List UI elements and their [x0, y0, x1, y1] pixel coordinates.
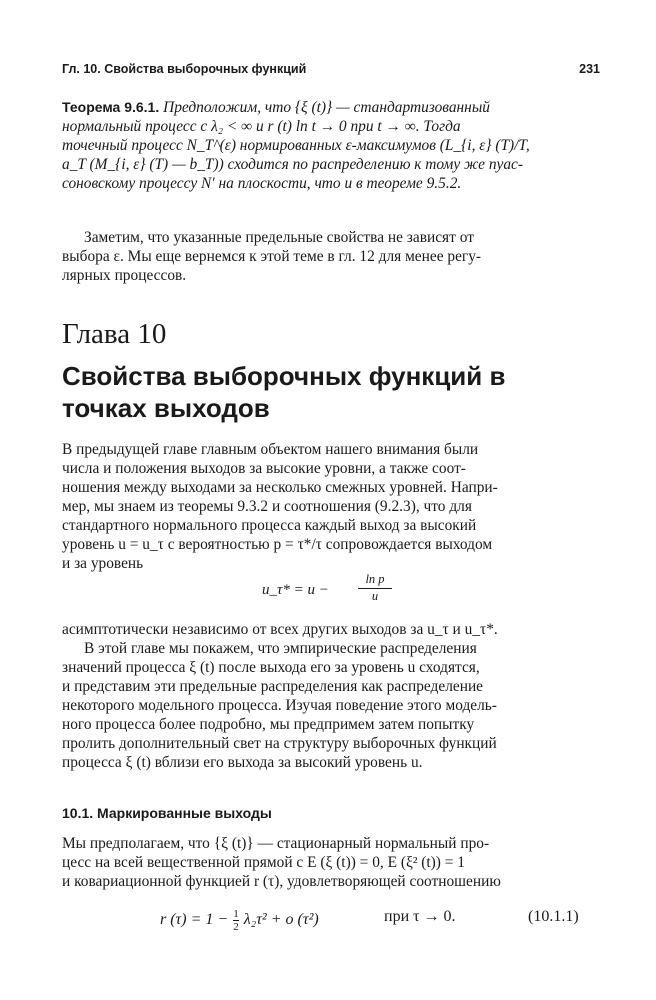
- body-line: процесса ξ (t) вблизи его выхода за высокий уровень u.: [62, 754, 423, 771]
- theorem-line: Предположим, что {ξ (t)} — стандартизованный: [163, 99, 490, 116]
- intro-line: ношения между выходами за несколько смежных уровней. Напри-: [62, 479, 498, 496]
- remark-line: Заметим, что указанные предельные свойства не зависят от: [84, 229, 474, 246]
- display-equation-10-1-1: [0, 902, 656, 936]
- remark-line: выбора ε. Мы еще вернемся к этой теме в гл. 12 для менее регу-: [62, 248, 482, 265]
- chapter-title: [62, 360, 602, 424]
- intro-line: стандартного нормального процесса каждый выход за высокий: [62, 517, 477, 534]
- body-line: асимптотически независимо от всех других выходов за u_τ и u_τ*.: [62, 621, 498, 638]
- fraction-denominator: 2: [233, 921, 239, 933]
- body-line: пролить дополнительный свет на структуру выборочных функций: [62, 735, 497, 752]
- theorem-lead: Теорема 9.6.1.: [62, 99, 160, 115]
- remark-line: лярных процессов.: [62, 267, 187, 284]
- body-line: некоторого модельного процесса. Изучая поведение этого модель-: [62, 697, 497, 714]
- equation-left: r (τ) = 1 −: [160, 911, 229, 929]
- intro-line: уровень u = u_τ с вероятностью p = τ*/τ сопровождается выходом: [62, 536, 493, 553]
- section-line: Мы предполагаем, что {ξ (t)} — стационарный нормальный про-: [62, 835, 490, 852]
- chapter-label: Глава 10: [62, 318, 167, 350]
- section-paragraph: [62, 834, 598, 891]
- body-line: и представим эти предельные распределения как распределение: [62, 678, 484, 695]
- remark-paragraph: [62, 228, 598, 285]
- running-header: [62, 62, 600, 76]
- chapter-title-line: точках выходов: [62, 393, 270, 423]
- page-number: 231: [579, 62, 600, 76]
- theorem-block: [62, 98, 598, 193]
- intro-line: В предыдущей главе главным объектом нашего внимания были: [62, 441, 479, 458]
- display-formula-u-tau-star: [260, 572, 400, 612]
- intro-line: числа и положения выходов за высокие уровни, а также соот-: [62, 460, 466, 477]
- chapter-title-line: Свойства выборочных функций в: [62, 361, 506, 391]
- intro-paragraph: [62, 440, 598, 573]
- formula-fraction: [358, 572, 392, 604]
- body-line: В этой главе мы покажем, что эмпирические распределения: [84, 640, 477, 657]
- equation-condition: при τ → 0.: [384, 908, 456, 925]
- section-heading: 10.1. Маркированные выходы: [62, 805, 272, 821]
- equation-right: λ₂τ² + o (τ²): [243, 911, 319, 929]
- equation-expression: [160, 908, 319, 933]
- fraction-numerator: ln p: [358, 572, 392, 589]
- intro-line: мер, мы знаем из теоремы 9.3.2 и соотношения (9.2.3), что для: [62, 498, 472, 515]
- theorem-line: точечный процесс N_T^(ε) нормированных ε-максимумов (L_{i, ε} (T)/T,: [62, 137, 530, 154]
- running-title: Гл. 10. Свойства выборочных функций: [62, 62, 307, 76]
- theorem-line: нормальный процесс с λ₂ < ∞ и r (t) ln t → 0 при t → ∞. Тогда: [62, 118, 461, 135]
- section-line: и ковариационной функцией r (τ), удовлетворяющей соотношению: [62, 873, 501, 890]
- equation-fraction: [233, 908, 239, 933]
- equation-number: (10.1.1): [528, 908, 579, 925]
- fraction-numerator: 1: [233, 908, 239, 920]
- theorem-line: a_T (M_{i, ε} (T) — b_T)) сходится по распределению к тому же пуас-: [62, 156, 524, 173]
- section-line: цесс на всей вещественной прямой с E (ξ (t)) = 0, E (ξ² (t)) = 1: [62, 854, 466, 871]
- formula-lhs: u_τ* = u −: [262, 582, 329, 598]
- body-line: значений процесса ξ (t) после выхода его за уровень u сходятся,: [62, 659, 480, 676]
- body-paragraph: [62, 620, 598, 772]
- body-line: ного процесса более подробно, мы предпримем затем попытку: [62, 716, 475, 733]
- theorem-line: соновскому процессу N′ на плоскости, что и в теореме 9.5.2.: [62, 175, 462, 192]
- intro-line: и за уровень: [62, 555, 144, 572]
- fraction-denominator: u: [371, 589, 379, 603]
